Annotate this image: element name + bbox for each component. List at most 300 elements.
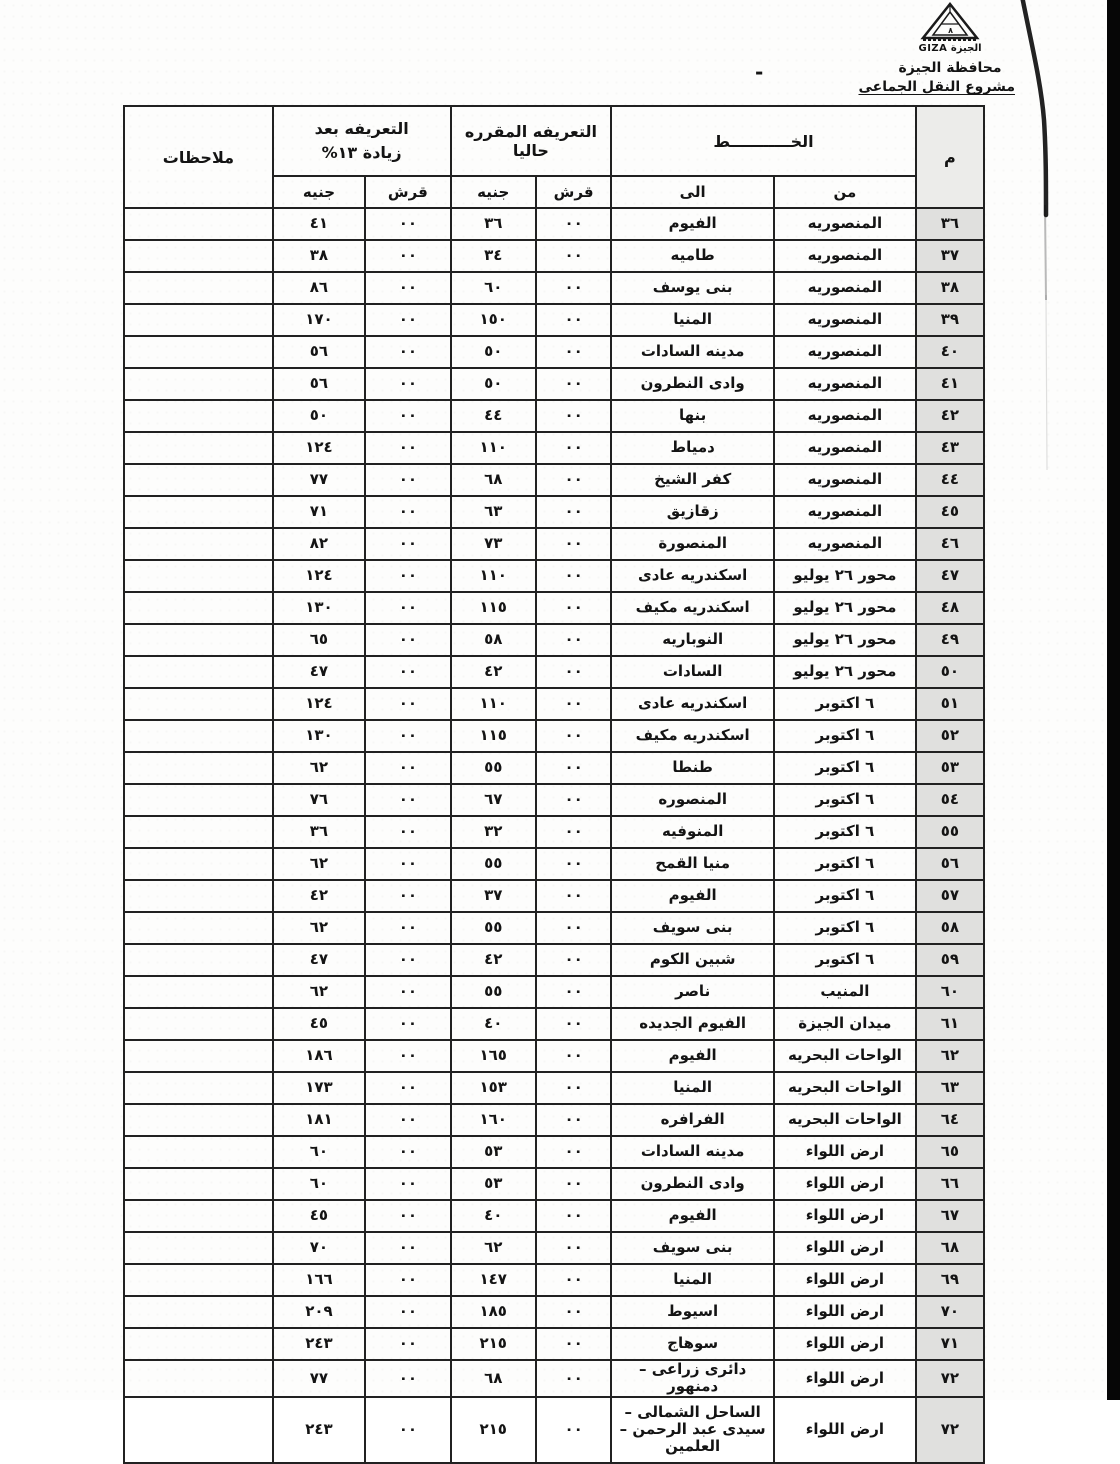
cell-new-pounds: ٣٨ [273, 240, 365, 272]
cell-new-piasters: ٠٠ [365, 1397, 450, 1463]
cell-notes [124, 1296, 273, 1328]
cell-cur-piasters: ٠٠ [536, 880, 611, 912]
cell-cur-piasters: ٠٠ [536, 976, 611, 1008]
cell-new-pounds: ٢٠٩ [273, 1296, 365, 1328]
cell-to: اسكندريه عادى [611, 688, 774, 720]
cell-from: المنصوريه [774, 368, 916, 400]
cell-from: المنصوريه [774, 208, 916, 240]
cell-num: ٣٨ [916, 272, 984, 304]
cell-from: ارض اللواء [774, 1264, 916, 1296]
cell-cur-piasters: ٠٠ [536, 1264, 611, 1296]
cell-num: ٤٥ [916, 496, 984, 528]
cell-to: اسيوط [611, 1296, 774, 1328]
cell-cur-pounds: ١١٥ [451, 720, 536, 752]
cell-from: المنصوريه [774, 272, 916, 304]
cell-cur-pounds: ١٥٣ [451, 1072, 536, 1104]
cell-new-piasters: ٠٠ [365, 400, 450, 432]
cell-new-pounds: ١٢٤ [273, 560, 365, 592]
top-dash-mark: - [755, 60, 764, 84]
cell-cur-piasters: ٠٠ [536, 1040, 611, 1072]
cell-notes [124, 240, 273, 272]
table-row [124, 528, 984, 560]
cell-notes [124, 1008, 273, 1040]
cell-new-pounds: ٥٦ [273, 368, 365, 400]
table-row [124, 336, 984, 368]
table-row [124, 368, 984, 400]
cell-notes [124, 1040, 273, 1072]
cell-notes [124, 752, 273, 784]
cell-cur-piasters: ٠٠ [536, 944, 611, 976]
header-after-tariff [273, 106, 451, 176]
cell-new-pounds: ٦٢ [273, 752, 365, 784]
cell-to: المنصوره [611, 784, 774, 816]
cell-from: ارض اللواء [774, 1328, 916, 1360]
cell-cur-piasters: ٠٠ [536, 1296, 611, 1328]
cell-new-piasters: ٠٠ [365, 1008, 450, 1040]
cell-from: ٦ اكتوبر [774, 912, 916, 944]
cell-num: ٥٦ [916, 848, 984, 880]
header-from: من [774, 176, 916, 208]
table-row [124, 400, 984, 432]
cell-new-pounds: ٣٦ [273, 816, 365, 848]
cell-cur-pounds: ١١٠ [451, 432, 536, 464]
cell-num: ٧٢ [916, 1360, 984, 1397]
cell-new-pounds: ١٣٠ [273, 592, 365, 624]
cell-cur-pounds: ٤٢ [451, 944, 536, 976]
cell-from: المنصوريه [774, 432, 916, 464]
cell-new-piasters: ٠٠ [365, 464, 450, 496]
cell-num: ٥٨ [916, 912, 984, 944]
cell-new-pounds: ٢٤٣ [273, 1397, 365, 1463]
cell-cur-pounds: ١٦٠ [451, 1104, 536, 1136]
cell-cur-pounds: ١١٥ [451, 592, 536, 624]
cell-cur-pounds: ٥٥ [451, 752, 536, 784]
table-row [124, 1360, 984, 1397]
cell-new-piasters: ٠٠ [365, 560, 450, 592]
table-row [124, 976, 984, 1008]
cell-cur-pounds: ٦٣ [451, 496, 536, 528]
table-row [124, 304, 984, 336]
cell-cur-piasters: ٠٠ [536, 816, 611, 848]
cell-num: ٦١ [916, 1008, 984, 1040]
cell-cur-pounds: ٤٠ [451, 1200, 536, 1232]
cell-new-pounds: ٦٢ [273, 848, 365, 880]
cell-new-piasters: ٠٠ [365, 880, 450, 912]
cell-new-piasters: ٠٠ [365, 1104, 450, 1136]
cell-num: ٦٧ [916, 1200, 984, 1232]
cell-new-pounds: ١٧٠ [273, 304, 365, 336]
cell-from: ارض اللواء [774, 1232, 916, 1264]
table-row [124, 560, 984, 592]
cell-cur-piasters: ٠٠ [536, 1360, 611, 1397]
cell-cur-pounds: ٦٠ [451, 272, 536, 304]
header-current-pounds: جنيه [451, 176, 536, 208]
cell-num: ٦٦ [916, 1168, 984, 1200]
cell-new-piasters: ٠٠ [365, 912, 450, 944]
cell-new-piasters: ٠٠ [365, 1200, 450, 1232]
cell-notes [124, 976, 273, 1008]
cell-num: ٥٠ [916, 656, 984, 688]
cell-cur-piasters: ٠٠ [536, 912, 611, 944]
cell-cur-piasters: ٠٠ [536, 240, 611, 272]
cell-new-piasters: ٠٠ [365, 848, 450, 880]
cell-notes [124, 272, 273, 304]
cell-to: اسكندريه مكيف [611, 592, 774, 624]
project-title: مشروع النقل الجماعى [858, 79, 1015, 95]
cell-num: ٤٨ [916, 592, 984, 624]
cell-to: المنصورة [611, 528, 774, 560]
cell-new-pounds: ٥٦ [273, 336, 365, 368]
cell-new-piasters: ٠٠ [365, 624, 450, 656]
cell-new-pounds: ٤١ [273, 208, 365, 240]
cell-cur-piasters: ٠٠ [536, 304, 611, 336]
table-row [124, 1072, 984, 1104]
cell-to: الفيوم [611, 880, 774, 912]
table-row [124, 688, 984, 720]
cell-from: ميدان الجيزة [774, 1008, 916, 1040]
cell-new-pounds: ١٢٤ [273, 688, 365, 720]
cell-cur-pounds: ٥٣ [451, 1168, 536, 1200]
table-row [124, 720, 984, 752]
cell-from: المنصوريه [774, 240, 916, 272]
cell-cur-piasters: ٠٠ [536, 400, 611, 432]
table-row [124, 912, 984, 944]
cell-from: ارض اللواء [774, 1397, 916, 1463]
cell-num: ٤٣ [916, 432, 984, 464]
cell-new-piasters: ٠٠ [365, 1168, 450, 1200]
cell-cur-piasters: ٠٠ [536, 624, 611, 656]
cell-num: ٤٧ [916, 560, 984, 592]
cell-new-piasters: ٠٠ [365, 656, 450, 688]
cell-new-piasters: ٠٠ [365, 528, 450, 560]
cell-cur-pounds: ١١٠ [451, 688, 536, 720]
cell-new-piasters: ٠٠ [365, 1264, 450, 1296]
cell-to: المنيا [611, 304, 774, 336]
header-current-piasters: قرش [536, 176, 611, 208]
cell-cur-piasters: ٠٠ [536, 1397, 611, 1463]
cell-cur-piasters: ٠٠ [536, 208, 611, 240]
cell-from: ارض اللواء [774, 1296, 916, 1328]
cell-new-pounds: ٤٥ [273, 1200, 365, 1232]
cell-num: ٤٠ [916, 336, 984, 368]
cell-num: ٥٥ [916, 816, 984, 848]
cell-new-piasters: ٠٠ [365, 752, 450, 784]
table-row [124, 1296, 984, 1328]
cell-cur-piasters: ٠٠ [536, 1072, 611, 1104]
cell-new-pounds: ٥٠ [273, 400, 365, 432]
cell-num: ٦٠ [916, 976, 984, 1008]
cell-cur-piasters: ٠٠ [536, 336, 611, 368]
cell-cur-pounds: ٦٧ [451, 784, 536, 816]
cell-from: محور ٢٦ يوليو [774, 624, 916, 656]
cell-cur-pounds: ٦٨ [451, 464, 536, 496]
cell-cur-pounds: ١٥٠ [451, 304, 536, 336]
cell-new-piasters: ٠٠ [365, 272, 450, 304]
cell-new-pounds: ٦٠ [273, 1136, 365, 1168]
table-row [124, 496, 984, 528]
cell-num: ٣٦ [916, 208, 984, 240]
cell-num: ٦٣ [916, 1072, 984, 1104]
cell-notes [124, 304, 273, 336]
cell-cur-pounds: ٣٦ [451, 208, 536, 240]
cell-new-piasters: ٠٠ [365, 432, 450, 464]
cell-from: ٦ اكتوبر [774, 816, 916, 848]
cell-cur-piasters: ٠٠ [536, 688, 611, 720]
cell-to: ناصر [611, 976, 774, 1008]
cell-to: وادى النطرون [611, 368, 774, 400]
cell-to: الفيوم [611, 1200, 774, 1232]
cell-cur-pounds: ٥٥ [451, 912, 536, 944]
cell-notes [124, 688, 273, 720]
cell-num: ٧٢ [916, 1397, 984, 1463]
cell-cur-piasters: ٠٠ [536, 592, 611, 624]
table-row [124, 1328, 984, 1360]
cell-new-piasters: ٠٠ [365, 304, 450, 336]
cell-cur-pounds: ٣٢ [451, 816, 536, 848]
cell-notes [124, 496, 273, 528]
cell-new-piasters: ٠٠ [365, 336, 450, 368]
cell-to: مدينه السادات [611, 1136, 774, 1168]
cell-new-pounds: ٨٢ [273, 528, 365, 560]
header-to: الى [611, 176, 774, 208]
cell-to: السادات [611, 656, 774, 688]
cell-to: الفيوم [611, 1040, 774, 1072]
cell-to: دائرى زراعى – دمنهور [611, 1360, 774, 1397]
cell-from: ارض اللواء [774, 1360, 916, 1397]
cell-num: ٦٤ [916, 1104, 984, 1136]
cell-num: ٥١ [916, 688, 984, 720]
cell-to: سوهاج [611, 1328, 774, 1360]
cell-cur-pounds: ٤٠ [451, 1008, 536, 1040]
cell-new-piasters: ٠٠ [365, 496, 450, 528]
cell-notes [124, 784, 273, 816]
cell-notes [124, 560, 273, 592]
cell-to: وادى النطرون [611, 1168, 774, 1200]
header-after-pounds: جنيه [273, 176, 365, 208]
cell-from: الواحات البحريه [774, 1104, 916, 1136]
header-after-tariff-line2: زيادة ١٣% [321, 143, 402, 162]
cell-cur-piasters: ٠٠ [536, 1104, 611, 1136]
table-row [124, 880, 984, 912]
cell-cur-pounds: ٤٢ [451, 656, 536, 688]
cell-notes [124, 1168, 273, 1200]
cell-cur-piasters: ٠٠ [536, 1008, 611, 1040]
cell-to: المنيا [611, 1072, 774, 1104]
cell-cur-pounds: ٥٨ [451, 624, 536, 656]
cell-notes [124, 1397, 273, 1463]
cell-cur-piasters: ٠٠ [536, 528, 611, 560]
logo-caption: الجيزة GIZA [918, 43, 982, 54]
cell-cur-piasters: ٠٠ [536, 784, 611, 816]
cell-num: ٣٩ [916, 304, 984, 336]
cell-cur-piasters: ٠٠ [536, 272, 611, 304]
cell-new-pounds: ١٢٤ [273, 432, 365, 464]
cell-num: ٥٧ [916, 880, 984, 912]
cell-new-pounds: ٧١ [273, 496, 365, 528]
cell-notes [124, 720, 273, 752]
cell-new-piasters: ٠٠ [365, 1040, 450, 1072]
cell-new-piasters: ٠٠ [365, 944, 450, 976]
cell-cur-piasters: ٠٠ [536, 1232, 611, 1264]
cell-notes [124, 624, 273, 656]
table-row [124, 1200, 984, 1232]
cell-new-pounds: ١٨٦ [273, 1040, 365, 1072]
cell-new-piasters: ٠٠ [365, 208, 450, 240]
cell-cur-piasters: ٠٠ [536, 1200, 611, 1232]
cell-from: الواحات البحريه [774, 1072, 916, 1104]
cell-new-pounds: ٤٧ [273, 656, 365, 688]
cell-notes [124, 880, 273, 912]
cell-cur-pounds: ١٤٧ [451, 1264, 536, 1296]
cell-from: المنصوريه [774, 528, 916, 560]
table-row [124, 1397, 984, 1463]
cell-new-piasters: ٠٠ [365, 1328, 450, 1360]
cell-cur-piasters: ٠٠ [536, 1168, 611, 1200]
cell-new-piasters: ٠٠ [365, 688, 450, 720]
cell-cur-pounds: ٤٤ [451, 400, 536, 432]
cell-new-piasters: ٠٠ [365, 1136, 450, 1168]
cell-notes [124, 1200, 273, 1232]
cell-cur-pounds: ٥٣ [451, 1136, 536, 1168]
table-row [124, 656, 984, 688]
cell-new-piasters: ٠٠ [365, 816, 450, 848]
cell-notes [124, 528, 273, 560]
cell-num: ٤١ [916, 368, 984, 400]
cell-to: النوباريه [611, 624, 774, 656]
cell-num: ٦٩ [916, 1264, 984, 1296]
cell-new-pounds: ٧٦ [273, 784, 365, 816]
cell-new-pounds: ٦٥ [273, 624, 365, 656]
cell-cur-piasters: ٠٠ [536, 848, 611, 880]
header-row-number: م [916, 106, 984, 208]
cell-notes [124, 208, 273, 240]
cell-notes [124, 1232, 273, 1264]
table-row [124, 1104, 984, 1136]
cell-to: بنى يوسف [611, 272, 774, 304]
cell-cur-pounds: ١٨٥ [451, 1296, 536, 1328]
cell-from: محور ٢٦ يوليو [774, 560, 916, 592]
cell-new-piasters: ٠٠ [365, 592, 450, 624]
table-row [124, 592, 984, 624]
cell-cur-piasters: ٠٠ [536, 368, 611, 400]
cell-to: كفر الشيخ [611, 464, 774, 496]
cell-num: ٤٩ [916, 624, 984, 656]
scan-edge-artifact [1107, 0, 1120, 1400]
cell-from: ٦ اكتوبر [774, 848, 916, 880]
cell-notes [124, 1072, 273, 1104]
header-after-tariff-line1: التعريفه بعد [314, 119, 409, 138]
cell-notes [124, 1328, 273, 1360]
cell-notes [124, 944, 273, 976]
cell-new-pounds: ٨٦ [273, 272, 365, 304]
cell-to: الفيوم [611, 208, 774, 240]
cell-new-pounds: ٧٧ [273, 464, 365, 496]
cell-cur-pounds: ٥٥ [451, 976, 536, 1008]
table-header [124, 106, 984, 208]
cell-new-pounds: ٢٤٣ [273, 1328, 365, 1360]
cell-new-pounds: ٤٥ [273, 1008, 365, 1040]
cell-cur-piasters: ٠٠ [536, 496, 611, 528]
cell-new-piasters: ٠٠ [365, 784, 450, 816]
cell-cur-pounds: ٥٠ [451, 368, 536, 400]
cell-to: شبين الكوم [611, 944, 774, 976]
pyramid-icon [919, 2, 981, 42]
cell-new-piasters: ٠٠ [365, 976, 450, 1008]
cell-num: ٤٢ [916, 400, 984, 432]
cell-from: ٦ اكتوبر [774, 688, 916, 720]
cell-from: محور ٢٦ يوليو [774, 656, 916, 688]
cell-notes [124, 464, 273, 496]
header-current-tariff: التعريفه المقرره حاليا [451, 106, 612, 176]
cell-new-pounds: ٦٢ [273, 912, 365, 944]
cell-to: اسكندريه مكيف [611, 720, 774, 752]
cell-new-pounds: ١٧٣ [273, 1072, 365, 1104]
cell-from: ٦ اكتوبر [774, 944, 916, 976]
cell-cur-pounds: ٣٧ [451, 880, 536, 912]
table-row [124, 1040, 984, 1072]
cell-cur-pounds: ٥٥ [451, 848, 536, 880]
cell-from: المنصوريه [774, 400, 916, 432]
governorate-title: محافظة الجيزة [898, 60, 1002, 76]
table-row [124, 624, 984, 656]
cell-to: بنى سويف [611, 1232, 774, 1264]
cell-to: المنيا [611, 1264, 774, 1296]
cell-new-pounds: ٤٢ [273, 880, 365, 912]
cell-cur-pounds: ٧٣ [451, 528, 536, 560]
cell-cur-piasters: ٠٠ [536, 1328, 611, 1360]
table-row [124, 208, 984, 240]
cell-cur-piasters: ٠٠ [536, 752, 611, 784]
cell-cur-piasters: ٠٠ [536, 656, 611, 688]
header-after-piasters: قرش [365, 176, 450, 208]
cell-cur-piasters: ٠٠ [536, 464, 611, 496]
cell-to: الساحل الشمالى –سيدى عبد الرحمن – العلمين [611, 1397, 774, 1463]
table-row [124, 784, 984, 816]
cell-from: ٦ اكتوبر [774, 880, 916, 912]
cell-num: ٤٦ [916, 528, 984, 560]
table-row [124, 1136, 984, 1168]
table-row [124, 1232, 984, 1264]
cell-new-piasters: ٠٠ [365, 720, 450, 752]
cell-num: ٣٧ [916, 240, 984, 272]
cell-notes [124, 368, 273, 400]
cell-notes [124, 1360, 273, 1397]
cell-cur-pounds: ٦٨ [451, 1360, 536, 1397]
cell-to: الفيوم الجديده [611, 1008, 774, 1040]
cell-notes [124, 1264, 273, 1296]
table-row [124, 944, 984, 976]
letterhead [858, 2, 1015, 95]
cell-to: زقازيق [611, 496, 774, 528]
cell-new-pounds: ٧٠ [273, 1232, 365, 1264]
cell-from: المنصوريه [774, 304, 916, 336]
cell-num: ٥٩ [916, 944, 984, 976]
cell-new-pounds: ١٣٠ [273, 720, 365, 752]
cell-from: المنصوريه [774, 336, 916, 368]
cell-from: الواحات البحريه [774, 1040, 916, 1072]
cell-to: منيا القمح [611, 848, 774, 880]
cell-cur-pounds: ٣٤ [451, 240, 536, 272]
cell-new-piasters: ٠٠ [365, 1296, 450, 1328]
cell-to: اسكندريه عادى [611, 560, 774, 592]
cell-cur-piasters: ٠٠ [536, 720, 611, 752]
cell-cur-pounds: ١٦٥ [451, 1040, 536, 1072]
table-row [124, 1008, 984, 1040]
cell-cur-pounds: ٢١٥ [451, 1328, 536, 1360]
cell-from: ٦ اكتوبر [774, 720, 916, 752]
cell-to: الفرافره [611, 1104, 774, 1136]
tariff-table [123, 105, 985, 1464]
